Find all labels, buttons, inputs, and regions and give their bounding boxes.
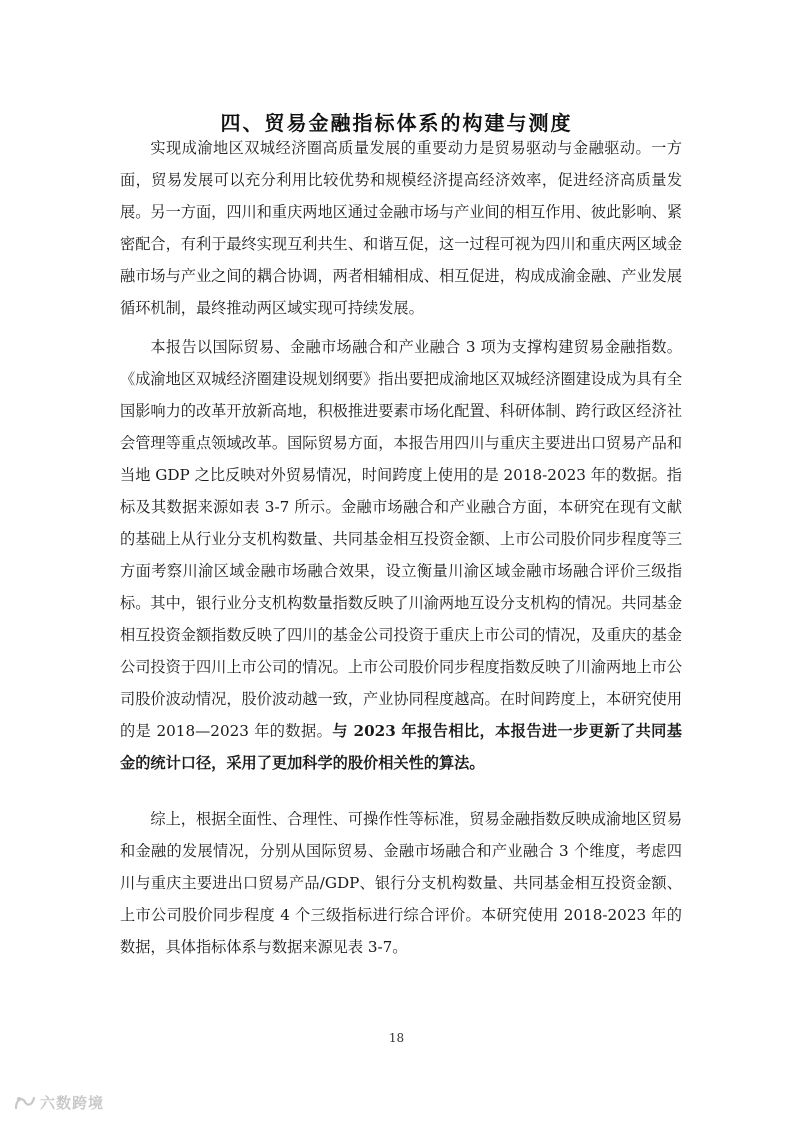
section-title: 四、贸易金融指标体系的构建与测度 bbox=[220, 111, 573, 136]
paragraph-2-bold-text: 与 2023 年报告相比，本报告进一步更新了共同基金的统计口径，采用了更加科学的股价相关性的算法。 bbox=[120, 722, 682, 772]
paragraph-2 bbox=[120, 331, 682, 779]
brand-logo-icon bbox=[14, 1094, 36, 1112]
paragraph-2-text: 本报告以国际贸易、金融市场融合和产业融合 3 项为支撑构建贸易金融指数。《成渝地区双城经济圈建设规划纲要》指出要把成渝地区双城经济圈建设成为具有全国影响力的改革开放新高地，积极推进要素市场化配置、科研体制、跨行政区经济社会管理等重点领域改革。国际贸易方面，本报告用四川与重庆主要进出口贸易产品和当地 GDP 之比反映对外贸易情况，时间跨度上使用的是 2018-2023 年的数据。指标及其数据来源如表 3-7 所示。金融市场融合和产业融合方面，本研究在现有文献的基础上从行业分支机构数量、共同基金相互投资金额、上市公司股价同步程度等三方面考察川渝区域金融市场融合效果，设立衡量川渝区域金融市场融合评价三级指标。其中，银行业分支机构数量指数反映了川渝两地互设分支机构的情况。共同基金相互投资金额指数反映了四川的基金公司投资于重庆上市公司的情况，及重庆的基金公司投资于四川上市公司的情况。上市公司股价同步程度指数反映了川渝两地上市公司股价波动情况，股价波动越一致，产业协同程度越高。在时间跨度上，本研究使用的是 2018—2023 年的数据。 bbox=[120, 338, 682, 740]
page-number: 18 bbox=[388, 1031, 405, 1045]
paragraph-1: 实现成渝地区双城经济圈高质量发展的重要动力是贸易驱动与金融驱动。一方面，贸易发展可以充分利用比较优势和规模经济提高经济效率，促进经济高质量发展。另一方面，四川和重庆两地区通过金融市场与产业间的相互作用、彼此影响、紧密配合，有利于最终实现互利共生、和谐互促，这一过程可视为四川和重庆两区域金融市场与产业之间的耦合协调，两者相辅相成、相互促进，构成成渝金融、产业发展循环机制，最终推动两区域实现可持续发展。 bbox=[120, 139, 682, 317]
watermark-text: 六数跨境 bbox=[40, 1094, 105, 1112]
watermark bbox=[14, 1092, 104, 1113]
paragraph-3: 综上，根据全面性、合理性、可操作性等标准，贸易金融指数反映成渝地区贸易和金融的发展情况，分别从国际贸易、金融市场融合和产业融合 3 个维度，考虑四川与重庆主要进出口贸易产品/GDP、银行分支机构数量、共同基金相互投资金额、上市公司股价同步程度 4 个三级指标进行综合评价。本研究使用 2018-2023 年的数据，具体指标体系与数据来源见表 3-7。 bbox=[120, 810, 682, 956]
